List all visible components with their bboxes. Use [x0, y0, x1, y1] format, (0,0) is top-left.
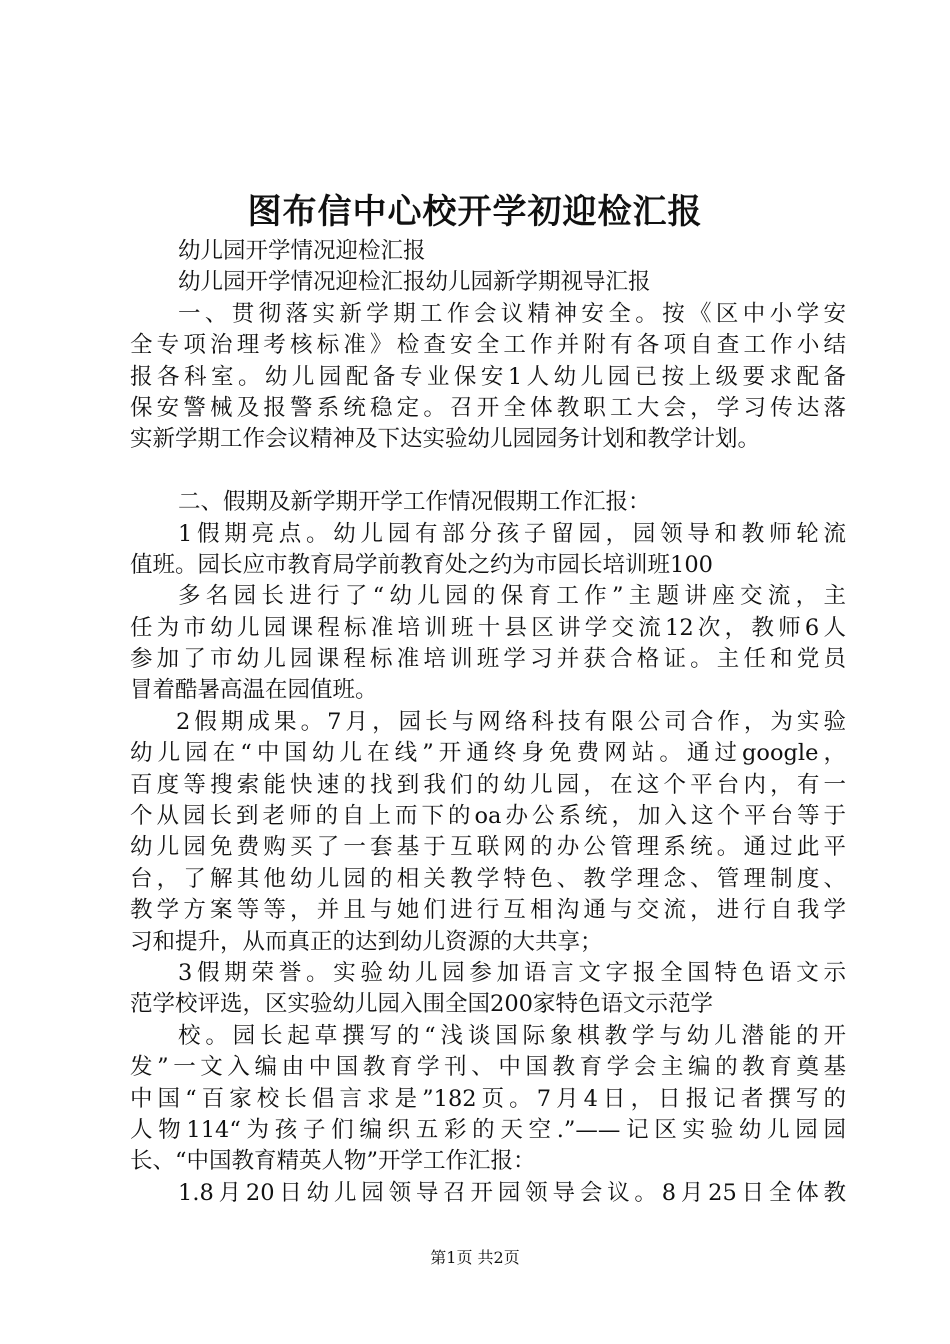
document-title: 图布信中心校开学初迎检汇报	[247, 192, 703, 232]
text-line: 报各科室。幼儿园配备专业保安1人幼儿园已按上级要求配备	[130, 363, 846, 390]
text-line: 校。园长起草撰写的“浅谈国际象棋教学与幼儿潜能的开	[178, 1022, 846, 1049]
text-line: 实新学期工作会议精神及下达实验幼儿园园务计划和教学计划。	[130, 426, 761, 453]
text-line: 幼儿园在“中国幼儿在线”开通终身免费网站。通过google，	[130, 740, 846, 767]
text-line: 保安警械及报警系统稳定。召开全体教职工大会，学习传达落	[130, 394, 846, 421]
text-line: 百度等搜索能快速的找到我们的幼儿园，在这个平台内，有一	[130, 771, 846, 798]
text-line: 中国“百家校长倡言求是”182页。7月4日，日报记者撰写的	[130, 1085, 846, 1112]
text-line: 范学校评选，区实验幼儿园入围全国200家特色语文示范学	[130, 991, 713, 1018]
text-line: 幼儿园免费购买了一套基于互联网的办公管理系统。通过此平	[130, 834, 846, 861]
text-line: 发”一文入编由中国教育学刊、中国教育学会主编的教育奠基	[130, 1054, 846, 1081]
text-line: 值班。园长应市教育局学前教育处之约为市园长培训班100	[130, 551, 713, 578]
text-line: 教学方案等等，并且与她们进行互相沟通与交流，进行自我学	[130, 897, 846, 924]
paragraph-gap	[130, 456, 846, 487]
text-line: 幼儿园开学情况迎检汇报	[178, 238, 426, 264]
document-body	[130, 236, 846, 1209]
text-line: 冒着酷暑高温在园值班。	[130, 677, 378, 704]
text-line: 3假期荣誉。实验幼儿园参加语言文字报全国特色语文示	[178, 959, 846, 986]
page-number-footer: 第1页 共2页	[430, 1248, 520, 1267]
text-line: 多名园长进行了“幼儿园的保育工作”主题讲座交流，主	[178, 583, 846, 610]
text-line: 1假期亮点。幼儿园有部分孩子留园，园领导和教师轮流	[178, 520, 846, 547]
text-line: 习和提升，从而真正的达到幼儿资源的大共享；	[130, 928, 603, 955]
text-line: 任为市幼儿园课程标准培训班十县区讲学交流12次，教师6人	[130, 614, 846, 641]
text-line: 个从园长到老师的自上而下的oa办公系统，加入这个平台等于	[130, 803, 846, 830]
text-line: 长、“中国教育精英人物”开学工作汇报：	[130, 1148, 536, 1175]
text-line: 二、假期及新学期开学工作情况假期工作汇报：	[178, 489, 651, 516]
text-line: 2假期成果。7月，园长与网络科技有限公司合作，为实验	[176, 708, 846, 735]
text-line: 台，了解其他幼儿园的相关教学特色、教学理念、管理制度、	[130, 865, 846, 892]
text-line: 人物114“为孩子们编织五彩的天空.”——记区实验幼儿园园	[130, 1116, 846, 1143]
text-line: 参加了市幼儿园课程标准培训班学习并获合格证。主任和党员	[130, 646, 846, 673]
text-line: 幼儿园开学情况迎检汇报幼儿园新学期视导汇报	[178, 269, 651, 296]
text-line: 1.8月20日幼儿园领导召开园领导会议。8月25日全体教	[178, 1179, 846, 1206]
text-line: 一、贯彻落实新学期工作会议精神安全。按《区中小学安	[178, 300, 846, 327]
text-line: 全专项治理考核标准》检查安全工作并附有各项自查工作小结	[130, 332, 846, 359]
